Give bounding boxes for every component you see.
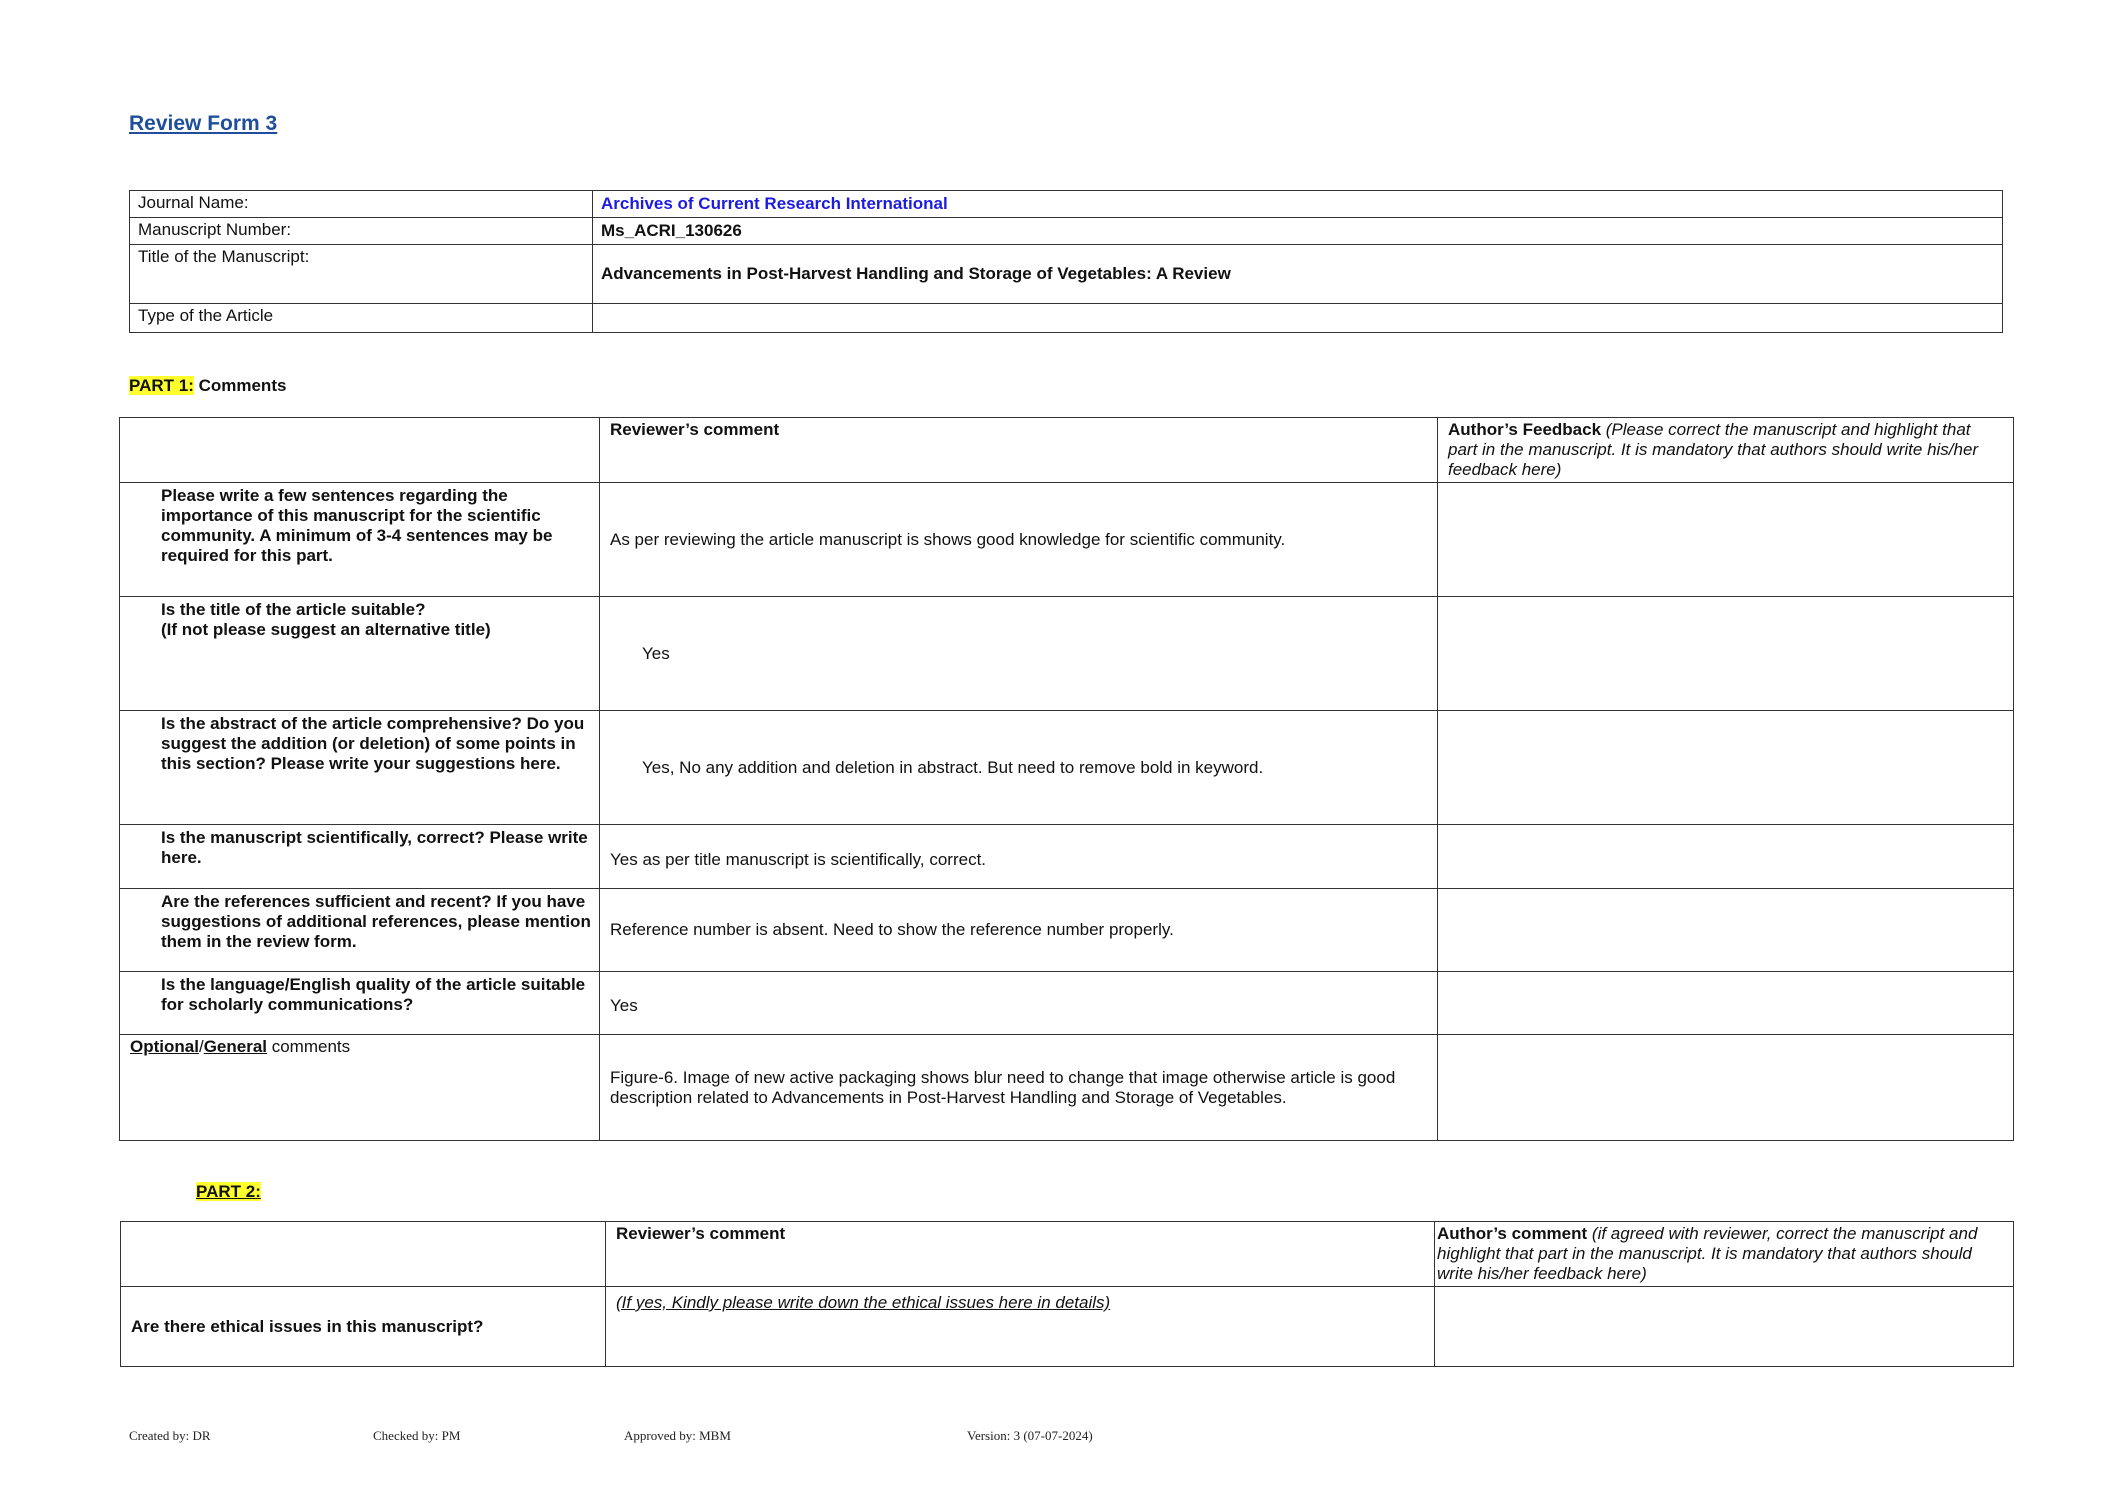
table-row: [120, 711, 2014, 825]
author-feedback-cell[interactable]: [1438, 597, 2014, 711]
author-feedback-cell[interactable]: [1438, 825, 2014, 889]
footer-checked-by: Checked by: PM: [373, 1428, 461, 1443]
optional-label: Optional: [130, 1037, 199, 1056]
part1-heading: [129, 376, 286, 396]
part2-table: [120, 1221, 2014, 1367]
author-feedback-cell[interactable]: [1438, 1035, 2014, 1141]
author-feedback-cell[interactable]: [1438, 711, 2014, 825]
part1-label: PART 1:: [129, 376, 194, 395]
reviewer-answer: Yes: [600, 972, 1438, 1035]
reviewer-answer: Yes as per title manuscript is scientifically, correct.: [600, 825, 1438, 889]
meta-row-article-type: [130, 304, 2003, 333]
author-comment-header-label: Author’s comment: [1437, 1224, 1588, 1243]
meta-label: Title of the Manuscript:: [130, 245, 593, 304]
optional-sep: /: [198, 1037, 204, 1056]
part1-header-row: [120, 418, 2014, 483]
part1-suffix: Comments: [193, 376, 287, 395]
ethical-issues-field[interactable]: (If yes, Kindly please write down the ethical issues here in details): [606, 1287, 1435, 1367]
question-abstract: Is the abstract of the article comprehensive? Do you suggest the addition (or deletion) of some points in this section? Please write your suggestions here.: [120, 711, 600, 825]
optional-general-label: [120, 1035, 600, 1141]
part2-heading: [196, 1182, 261, 1202]
author-feedback-header-note: (Please correct the manuscript and highlight that part in the manuscript. It is mandatory that authors should write his/her feedback here): [1448, 420, 1979, 479]
reviewer-answer: Yes, No any addition and deletion in abstract. But need to remove bold in keyword.: [600, 711, 1438, 825]
meta-label: Journal Name:: [130, 191, 593, 218]
meta-row-manuscript-number: [130, 218, 2003, 245]
form-title: Review Form 3: [129, 112, 278, 135]
reviewer-answer: Yes: [600, 597, 1438, 711]
reviewer-answer: Figure-6. Image of new active packaging shows blur need to change that image otherwise article is good description related to Advancements in Post-Harvest Handling and Storage of Vegetables.: [600, 1035, 1438, 1141]
comments-label: comments: [267, 1037, 351, 1056]
part2-header-row: [121, 1222, 2014, 1287]
author-feedback-cell[interactable]: [1438, 483, 2014, 597]
meta-label: Manuscript Number:: [130, 218, 593, 245]
question-scientific: Is the manuscript scientifically, correct? Please write here.: [120, 825, 600, 889]
header-blank: [121, 1222, 606, 1287]
meta-label: Type of the Article: [130, 304, 593, 333]
author-comment-header: [1435, 1222, 2014, 1287]
question-importance: Please write a few sentences regarding the importance of this manuscript for the scientific community. A minimum of 3-4 sentences may be required for this part.: [120, 483, 600, 597]
table-row: [120, 972, 2014, 1035]
table-row: [120, 483, 2014, 597]
meta-row-journal: [130, 191, 2003, 218]
manuscript-number: Ms_ACRI_130626: [593, 218, 2003, 245]
manuscript-info-table: [129, 190, 2003, 333]
part1-table: [119, 417, 2014, 1141]
reviewer-answer: Reference number is absent. Need to show the reference number properly.: [600, 889, 1438, 972]
table-row: [120, 889, 2014, 972]
reviewer-answer: As per reviewing the article manuscript is shows good knowledge for scientific community.: [600, 483, 1438, 597]
footer-approved-by: Approved by: MBM: [624, 1428, 731, 1443]
question-title-suitable: Is the title of the article suitable? (If not please suggest an alternative title): [120, 597, 600, 711]
question-language: Is the language/English quality of the article suitable for scholarly communications?: [120, 972, 600, 1035]
part2-label: PART 2:: [196, 1182, 261, 1201]
footer-created-by: Created by: DR: [129, 1428, 211, 1443]
footer-version: Version: 3 (07-07-2024): [967, 1428, 1093, 1443]
question-references: Are the references sufficient and recent? If you have suggestions of additional references, please mention them in the review form.: [120, 889, 600, 972]
header-blank: [120, 418, 600, 483]
author-comment-cell[interactable]: [1435, 1287, 2014, 1367]
author-feedback-cell[interactable]: [1438, 889, 2014, 972]
reviewer-comment-header: Reviewer’s comment: [606, 1222, 1435, 1287]
reviewer-comment-header: Reviewer’s comment: [600, 418, 1438, 483]
optional-comments-row: [120, 1035, 2014, 1141]
table-row: [120, 597, 2014, 711]
author-feedback-header: [1438, 418, 2014, 483]
author-feedback-cell[interactable]: [1438, 972, 2014, 1035]
manuscript-title: Advancements in Post-Harvest Handling and Storage of Vegetables: A Review: [593, 245, 2003, 304]
meta-row-title: [130, 245, 2003, 304]
table-row: [120, 825, 2014, 889]
author-feedback-header-label: Author’s Feedback: [1448, 420, 1602, 439]
article-type-field[interactable]: [593, 304, 2003, 333]
journal-name: Archives of Current Research International: [593, 191, 2003, 218]
question-ethical-issues: Are there ethical issues in this manuscript?: [121, 1287, 606, 1367]
author-comment-header-note: (if agreed with reviewer, correct the manuscript and highlight that part in the manuscript. It is mandatory that authors should write his/her feedback here): [1437, 1224, 1978, 1283]
general-label: General: [203, 1037, 267, 1056]
table-row: [121, 1287, 2014, 1367]
